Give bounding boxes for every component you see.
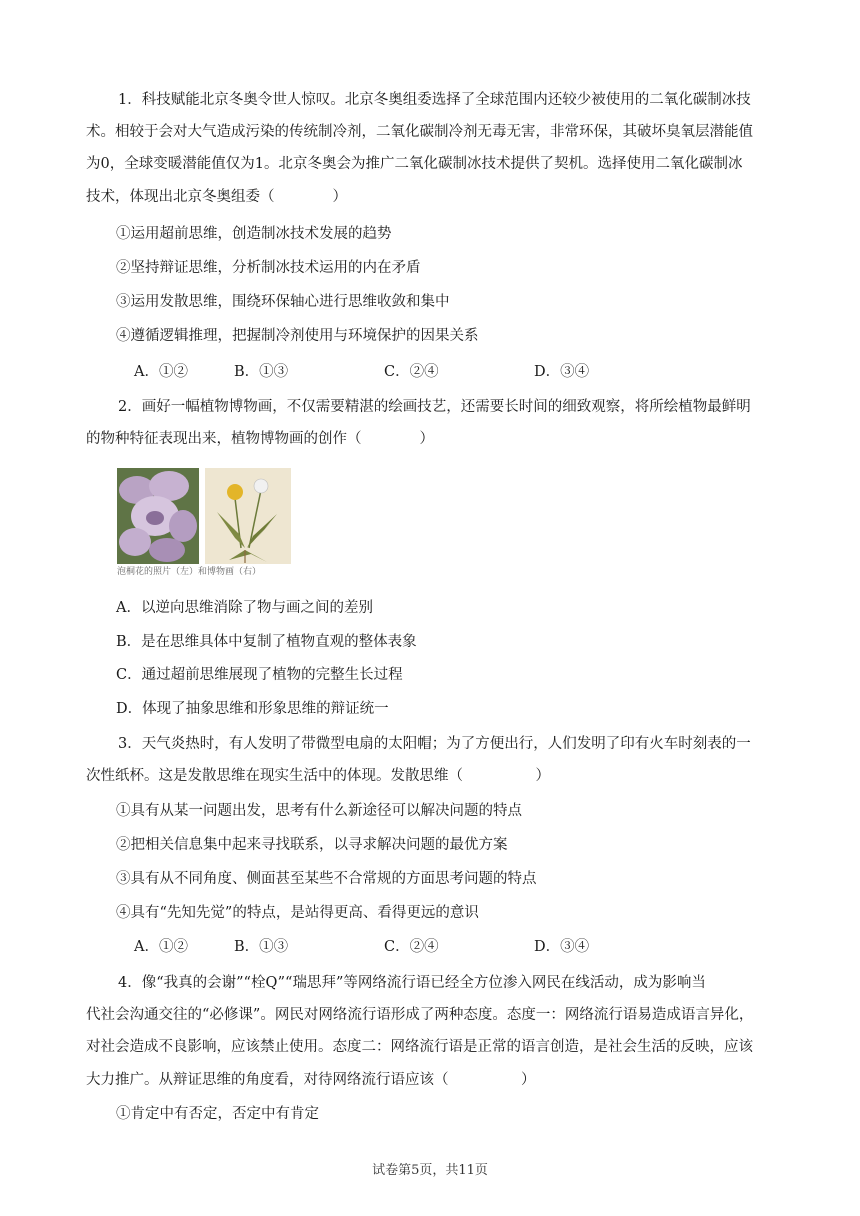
q4-stem-line: 对社会造成不良影响，应该禁止使用。态度二：网络流行语是正常的语言创造，是社会生活的反映，应该 — [86, 1039, 753, 1055]
q2-choice-b: B．是在思维具体中复制了植物直观的整体表象 — [116, 634, 417, 650]
option-a: A．①② — [134, 364, 188, 380]
paulownia-photo — [117, 468, 199, 564]
option-b: B．①③ — [234, 939, 289, 955]
q3-statement: ②把相关信息集中起来寻找联系，以寻求解决问题的最优方案 — [116, 837, 508, 853]
option-c: C．②④ — [384, 939, 439, 955]
q2-stem-line: 2．画好一幅植物博物画，不仅需要精湛的绘画技艺，还需要长时间的细致观察，将所绘植物最鲜明 — [118, 399, 751, 415]
q2-choice-a: A．以逆向思维消除了物与画之间的差别 — [116, 600, 373, 616]
page-footer: 试卷第5页，共11页 — [372, 1163, 488, 1178]
q3-statement: ④具有“先知先觉”的特点，是站得更高、看得更远的意识 — [116, 905, 479, 921]
plant-figure — [117, 466, 293, 584]
q3-stem-line: 3．天气炎热时，有人发明了带微型电扇的太阳帽；为了方便出行，人们发明了印有火车时刻表的一 — [118, 736, 751, 752]
figure-caption: 泡桐花的照片（左）和博物画（右） — [117, 567, 262, 577]
option-d: D．③④ — [534, 939, 590, 955]
q1-stem-line: 为0，全球变暖潜能值仅为1。北京冬奥会为推广二氧化碳制冰技术提供了契机。选择使用二氧化碳制冰 — [86, 156, 743, 172]
q1-stem-line: 术。相较于会对大气造成污染的传统制冷剂，二氧化碳制冷剂无毒无害，非常环保，其破坏臭氧层潜能值 — [86, 124, 753, 140]
q4-stem-line: 大力推广。从辩证思维的角度看，对待网络流行语应该（ ） — [86, 1072, 536, 1088]
q4-statement: ①肯定中有否定，否定中有肯定 — [116, 1106, 319, 1122]
q2-stem-line: 的物种特征表现出来，植物博物画的创作（ ） — [86, 431, 434, 447]
q2-choice-d: D．体现了抽象思维和形象思维的辩证统一 — [116, 701, 389, 717]
q1-statement: ①运用超前思维，创造制冰技术发展的趋势 — [116, 226, 392, 242]
botanical-drawing — [205, 468, 291, 564]
q3-stem-line: 次性纸杯。这是发散思维在现实生活中的体现。发散思维（ ） — [86, 768, 550, 784]
q1-stem-line: 技术，体现出北京冬奥组委（ ） — [86, 189, 347, 205]
q1-stem-line: 1．科技赋能北京冬奥令世人惊叹。北京冬奥组委选择了全球范围内还较少被使用的二氧化碳制冰技 — [118, 92, 751, 108]
q2-choice-c: C．通过超前思维展现了植物的完整生长过程 — [116, 667, 403, 683]
q3-statement: ①具有从某一问题出发，思考有什么新途径可以解决问题的特点 — [116, 803, 522, 819]
q1-statement: ④遵循逻辑推理，把握制冷剂使用与环境保护的因果关系 — [116, 328, 479, 344]
q1-statement: ③运用发散思维，围绕环保轴心进行思维收敛和集中 — [116, 294, 450, 310]
q4-stem-line: 4．像“我真的会谢”“栓Q”“瑞思拜”等网络流行语已经全方位渗入网民在线活动，成为影响当 — [118, 975, 706, 991]
option-a: A．①② — [134, 939, 188, 955]
option-d: D．③④ — [534, 364, 590, 380]
option-b: B．①③ — [234, 364, 289, 380]
q3-statement: ③具有从不同角度、侧面甚至某些不合常规的方面思考问题的特点 — [116, 871, 537, 887]
q1-statement: ②坚持辩证思维，分析制冰技术运用的内在矛盾 — [116, 260, 421, 276]
option-c: C．②④ — [384, 364, 439, 380]
q4-stem-line: 代社会沟通交往的“必修课”。网民对网络流行语形成了两种态度。态度一：网络流行语易造成语言异化， — [86, 1007, 754, 1023]
